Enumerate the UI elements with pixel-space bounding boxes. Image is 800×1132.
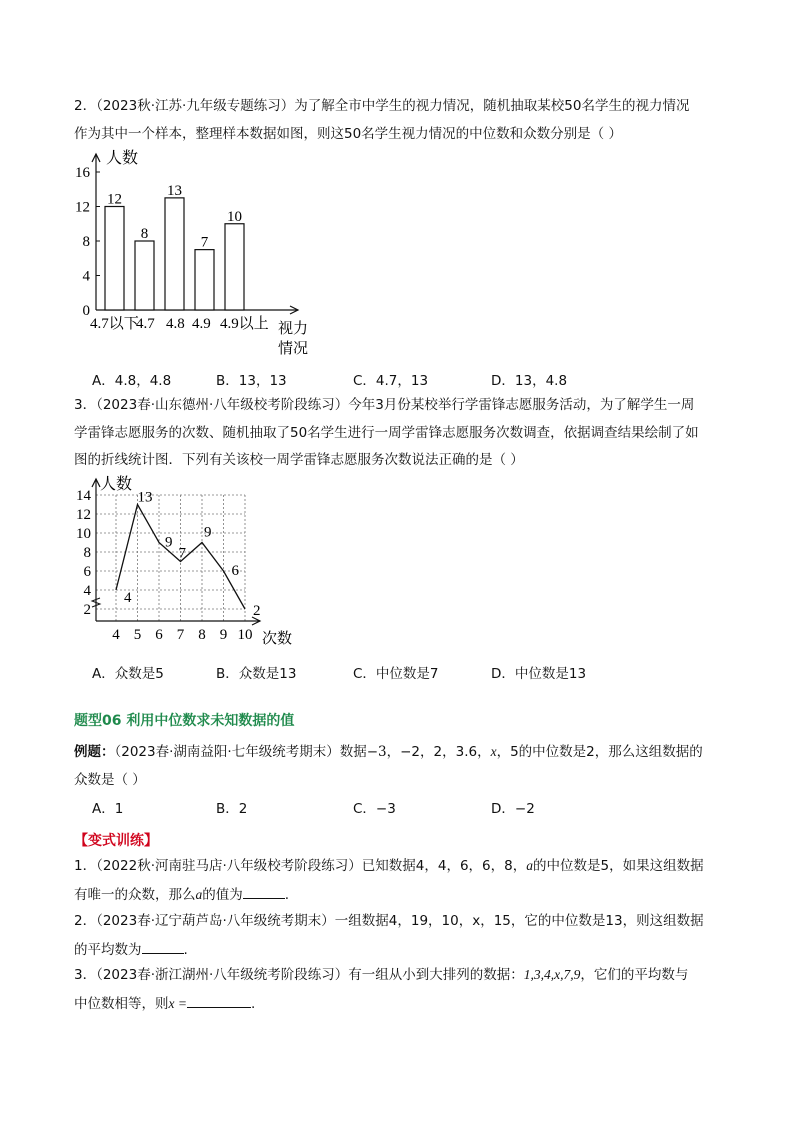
q3-line3: 图的折线统计图．下列有关该校一周学雷锋志愿服务次数说法正确的是（ ） bbox=[74, 452, 524, 468]
q3-option-c[interactable]: C．中位数是7 bbox=[353, 666, 439, 682]
line-chart-xtick-label: 6 bbox=[155, 627, 163, 643]
variant-item1-text-d: 的值为 bbox=[202, 887, 243, 903]
line-chart-xtick-label: 9 bbox=[219, 627, 228, 643]
q3-line1: 3．（2023春·山东德州·八年级校考阶段练习）今年3月份某校举行学雷锋志愿服务活动，为了解学生一周 bbox=[74, 397, 695, 413]
q2-line1: 2．（2023秋·江苏·九年级专题练习）为了解全市中学生的视力情况，随机抽取某校50名学生的视力情况 bbox=[74, 98, 690, 114]
bar-chart-ylabel: 人数 bbox=[106, 150, 139, 167]
line-chart-ytick-label: 8 bbox=[83, 545, 91, 561]
bar-chart-bar bbox=[165, 198, 184, 310]
bar-chart-ytick-label: 8 bbox=[82, 234, 90, 250]
line-chart-xtick-label: 5 bbox=[133, 627, 142, 643]
q2-option-a[interactable]: A．4.8，4.8 bbox=[92, 373, 172, 389]
q3-option-b[interactable]: B．众数是13 bbox=[216, 666, 297, 682]
variant-item1-text-b: 的中位数是5，如果这组数据 bbox=[532, 858, 704, 874]
bar-chart-ytick-label: 4 bbox=[82, 268, 90, 285]
variant-item2-line1: 2．（2023春·辽宁葫芦岛·八年级统考期末）一组数据4，19，10，x，15，它的中位数是13，则这组数据 bbox=[74, 913, 704, 929]
bar-chart-xtick-label: 4.7以下 bbox=[90, 316, 139, 332]
example-prefix: 例题： bbox=[74, 744, 115, 760]
bar-chart-xlabel-line2: 情况 bbox=[278, 341, 309, 357]
variant-item1-answer-blank[interactable] bbox=[243, 884, 285, 899]
bar-chart-xtick-label: 4.7 bbox=[136, 316, 155, 332]
variant-item3-answer-blank[interactable] bbox=[187, 993, 251, 1008]
variant-item3-period: . bbox=[250, 996, 256, 1012]
bar-chart-bar bbox=[195, 250, 214, 310]
variant-item1-text-a: 1．（2022秋·河南驻马店·八年级校考阶段练习）已知数据4，4，6，6，8， bbox=[74, 858, 527, 874]
line-chart-ytick-label: 2 bbox=[83, 602, 91, 618]
line-chart-xtick-label: 10 bbox=[237, 627, 253, 643]
example-text-b: −3 bbox=[366, 744, 387, 760]
line-chart-xtick-label: 4 bbox=[112, 627, 120, 643]
example-line1 bbox=[74, 743, 703, 761]
line-chart-data-label: 9 bbox=[165, 534, 173, 551]
line-chart-ytick-label: 10 bbox=[76, 526, 91, 542]
variant-item2-text: 的平均数为 bbox=[74, 942, 142, 958]
example-var-x: x bbox=[490, 744, 497, 759]
line-chart bbox=[70, 473, 330, 653]
line-chart-ytick-label: 6 bbox=[83, 564, 91, 580]
line-chart-xtick-label: 8 bbox=[198, 627, 206, 643]
variant-item1-var-a2: a bbox=[195, 887, 203, 902]
example-option-b[interactable]: B．2 bbox=[216, 801, 248, 817]
variant-item1-var-a: a bbox=[526, 858, 533, 873]
line-chart-axis-break bbox=[92, 598, 100, 607]
bar-chart-xlabel-line1: 视力 bbox=[278, 321, 309, 337]
line-chart-ylabel: 人数 bbox=[100, 476, 133, 493]
q2-option-d[interactable]: D．13，4.8 bbox=[491, 373, 568, 389]
variant-item1-line1 bbox=[74, 857, 704, 875]
example-text-a: （2023春·湖南益阳·七年级统考期末）数据 bbox=[114, 744, 367, 760]
section-title: 题型06 利用中位数求未知数据的值 bbox=[74, 713, 295, 729]
variant-item3-text-c: 中位数相等，则 bbox=[74, 996, 169, 1012]
line-chart-xtick-label: 7 bbox=[176, 627, 185, 643]
variant-item1-text-c: 有唯一的众数，那么 bbox=[74, 887, 196, 903]
line-chart-xlabel: 次数 bbox=[262, 631, 293, 647]
q3-line2: 学雷锋志愿服务的次数、随机抽取了50名学生进行一周学雷锋志愿服务次数调查，依据调查结果绘制了如 bbox=[74, 425, 699, 441]
bar-chart-ytick-label: 16 bbox=[75, 165, 90, 181]
bar-chart-xtick-label: 4.9以上 bbox=[220, 316, 269, 332]
bar-chart-bar bbox=[225, 224, 244, 310]
variant-item2-line2 bbox=[74, 939, 188, 959]
bar-chart bbox=[70, 142, 330, 362]
line-chart-data-label: 2 bbox=[253, 603, 261, 619]
example-option-d[interactable]: D．−2 bbox=[491, 801, 535, 817]
variant-item3-line1 bbox=[74, 966, 688, 984]
line-chart-ytick-label: 4 bbox=[83, 583, 91, 599]
line-chart-data-label: 6 bbox=[231, 563, 239, 579]
line-chart-data-label: 13 bbox=[137, 489, 153, 506]
example-text-d: ，5的中位数是2，那么这组数据的 bbox=[496, 744, 703, 760]
variant-item3-text-a: 3．（2023春·浙江湖州·八年级统考阶段练习）有一组从小到大排列的数据： bbox=[74, 967, 524, 983]
variant-item2-period: . bbox=[183, 942, 188, 958]
bar-chart-bar bbox=[135, 241, 154, 310]
variant-item3-text-b: ，它们的平均数与 bbox=[580, 967, 689, 983]
example-option-a[interactable]: A．1 bbox=[92, 801, 124, 817]
bar-chart-ytick-label: 12 bbox=[75, 199, 90, 216]
variant-item1-period: . bbox=[284, 887, 290, 903]
variant-item3-seq: 1,3,4,x,7,9 bbox=[523, 967, 581, 982]
line-chart-ytick-label: 14 bbox=[76, 488, 91, 504]
variant-item1-line2 bbox=[74, 884, 289, 904]
bar-chart-ytick-label: 0 bbox=[82, 303, 90, 319]
variant-item3-x-eq: x = bbox=[168, 996, 187, 1011]
q2-line2: 作为其中一个样本，整理样本数据如图，则这50名学生视力情况的中位数和众数分别是（ ） bbox=[74, 126, 622, 142]
line-chart-data-label: 4 bbox=[124, 590, 132, 606]
bar-chart-data-label: 7 bbox=[200, 234, 209, 251]
line-chart-axes bbox=[76, 479, 260, 643]
line-chart-data-label: 7 bbox=[178, 545, 186, 562]
example-line2: 众数是（ ） bbox=[74, 772, 146, 788]
bar-chart-data-label: 8 bbox=[140, 226, 149, 242]
line-chart-data-label: 9 bbox=[204, 524, 212, 541]
bar-chart-xtick-label: 4.8 bbox=[166, 316, 185, 332]
q2-option-c[interactable]: C．4.7，13 bbox=[353, 373, 429, 389]
variant-item2-answer-blank[interactable] bbox=[142, 939, 184, 954]
line-chart-ytick-label: 12 bbox=[76, 507, 91, 523]
bar-chart-bar bbox=[105, 207, 124, 311]
q2-option-b[interactable]: B．13，13 bbox=[216, 373, 287, 389]
example-text-c: ，−2，2，3.6， bbox=[386, 744, 491, 760]
example-option-c[interactable]: C．−3 bbox=[353, 801, 396, 817]
variant-title: 【变式训练】 bbox=[74, 833, 158, 849]
bar-chart-data-label: 12 bbox=[107, 191, 122, 208]
bar-chart-marks bbox=[90, 183, 269, 332]
bar-chart-data-label: 13 bbox=[167, 182, 182, 199]
bar-chart-xtick-label: 4.9 bbox=[192, 316, 211, 332]
bar-chart-data-label: 10 bbox=[227, 208, 242, 225]
q3-option-a[interactable]: A．众数是5 bbox=[92, 666, 164, 682]
q3-option-d[interactable]: D．中位数是13 bbox=[491, 666, 587, 682]
variant-item3-line2 bbox=[74, 993, 255, 1013]
